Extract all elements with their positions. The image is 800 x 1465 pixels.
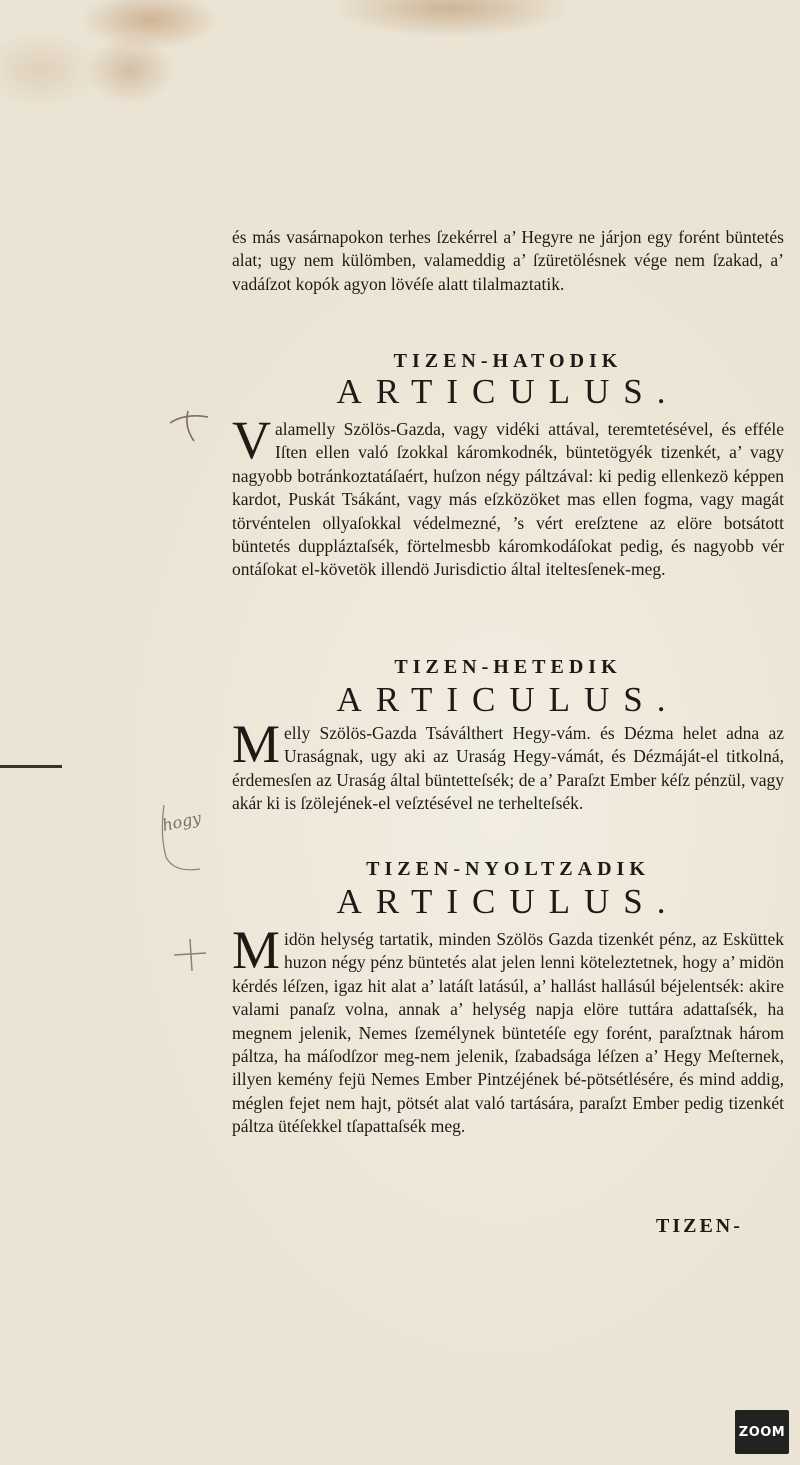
section-16-heading: TIZEN-HATODIK [393, 350, 623, 372]
section-16-dropcap: V [232, 410, 271, 470]
section-18-dropcap: M [232, 920, 281, 980]
section-17-articulus: ARTICULUS. [336, 680, 680, 719]
section-17-body [232, 714, 784, 816]
section-18-articulus: ARTICULUS. [336, 882, 680, 921]
catchword: TIZEN- [656, 1215, 743, 1237]
margin-mark-plus [170, 935, 210, 975]
margin-mark-cross-1 [160, 405, 220, 445]
intro-paragraph [232, 226, 784, 296]
section-18-body [232, 920, 784, 1139]
section-17-heading: TIZEN-HETEDIK [394, 656, 622, 678]
section-17-text: elly Szölös-Gazda Tsáválthert Hegy-vám. és Dézma helet adna az Uraságnak, ugy aki az Uraság Hegy-vámát, és Dézmáját-el titkolná, érdemesſen az Uraság által büntetteſsék; de a’ Paraſzt Ember kéſz pénzül, vagy akár ki is ſzölejének-el veſztésével ne terhelteſsék. [232, 723, 784, 814]
zoom-badge[interactable] [735, 1410, 789, 1454]
left-edge-mark [0, 765, 62, 768]
section-16-body [232, 410, 784, 582]
zoom-badge-label: ZOOM [738, 1424, 786, 1440]
intro-text: és más vasárnapokon terhes ſzekérrel a’ Hegyre ne járjon egy forént büntetés alat; ugy nem külömben, valameddig a’ ſzüretölésnek vége nem ſzakad, a’ vadáſzot kopók agyon lövéſe alatt tilalmaztatik. [232, 227, 784, 294]
margin-mark-hogy [150, 795, 220, 885]
section-16-articulus: ARTICULUS. [336, 372, 680, 411]
section-17-dropcap: M [232, 714, 281, 774]
section-18-heading: TIZEN-NYOLTZADIK [366, 858, 650, 880]
margin-note-hogy: hogy [160, 808, 203, 835]
section-18-text: idön helység tartatik, minden Szölös Gazda tizenkét pénz, az Esküttek huzon négy pénz büntetés alat jelen lenni köteleztetnek, hogy a’ midön kérdés léſzen, igaz hit alat a’ latáſt latásúl, a’ hallást hallásúl béjelentsék: akire valami panaſz volna, annak a’ helység napja elöre tuttára adattaſsék, ha megnem jelenik, Nemes ſzemélynek büntetéſe egy forént, paraſztnak három páltza, ha máſodſzor meg-nem jelenik, ſzabadsága léſzen a’ Hegy Meſternek, illyen kemény fejü Nemes Ember Pintzéjének bé-pötsétlésére, és mind addig, méglen fejet nem hajt, pötsét alat való tartására, paraſzt Ember pedig tizenkét páltza ütéſekkel tſapattaſsék meg. [232, 929, 784, 1137]
section-16-text: alamelly Szölös-Gazda, vagy vidéki attával, teremtetésével, és efféle Iſten ellen való ſzokkal káromkodnék, büntetögyék tizenkét, a’ vagy nagyobb botránkoztatáſaért, huſzon négy páltzával: ki pedig ellenkezö képpen kardot, Puskát Tsákánt, vagy más eſzközöket mas ellen fogma, vagy magát törvéntelen ollyaſokkal védelmezné, ’s vért ereſztene az elöre botsátott büntetés duppláztaſsék, förtelmesbb káromkodáſokat pedig, és nagyobb vér ontáſokat el-követök illendö Jurisdictio által iteltesſenek-meg. [232, 419, 784, 580]
